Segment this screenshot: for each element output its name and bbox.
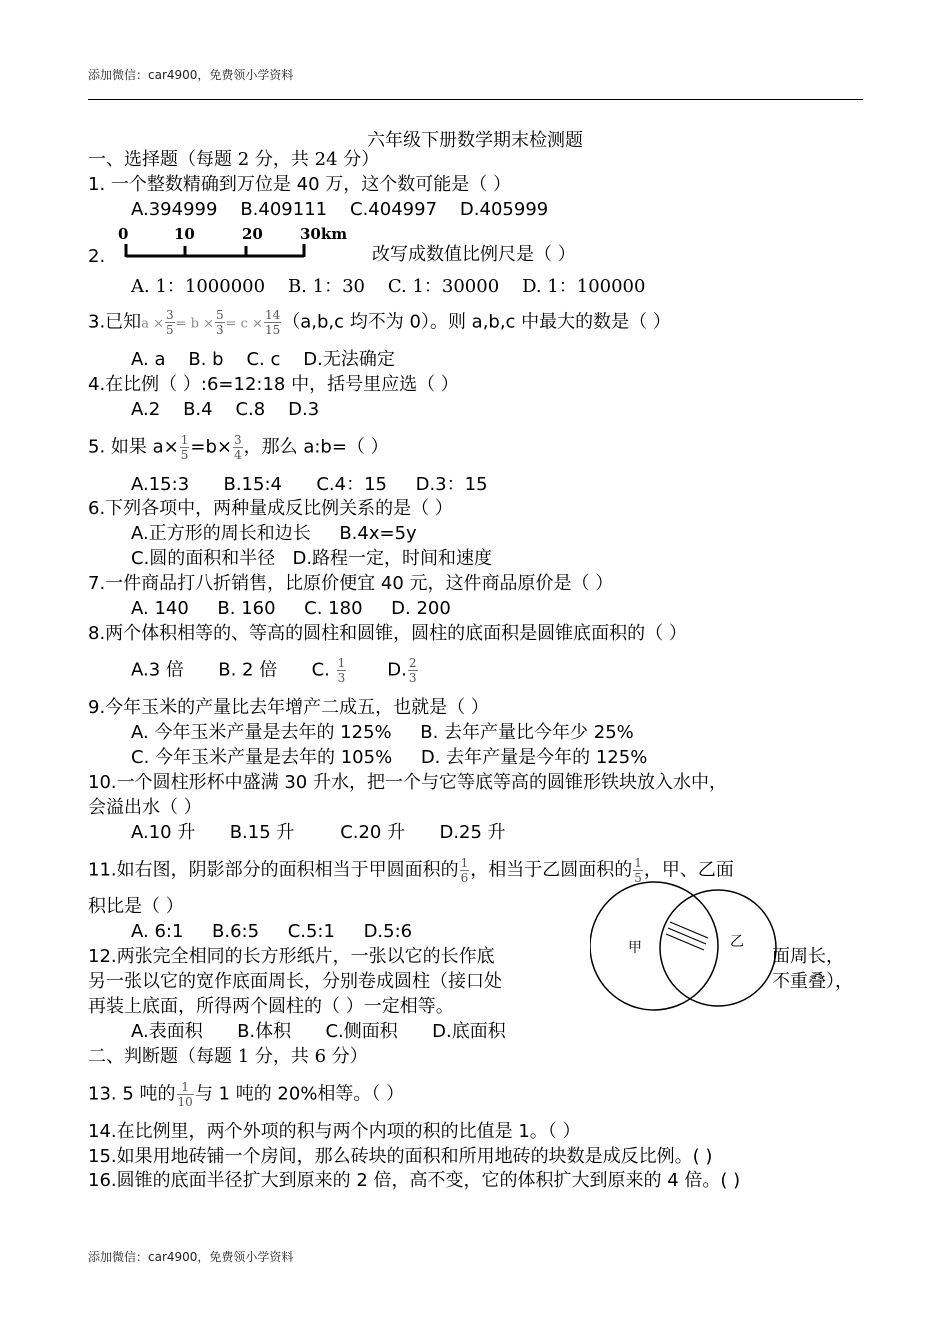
question-1-options (131, 198, 548, 222)
question-5-suffix: ，那么 a:b=（ ） (243, 436, 389, 458)
fraction-numerator: 1 (460, 856, 469, 870)
option-b: B.15:4 (223, 474, 282, 495)
question-2-options (131, 275, 645, 299)
option-d: D. 去年产量是今年的 125% (420, 747, 648, 768)
question-11-options (131, 920, 412, 944)
question-2-text: 改写成数值比例尺是（ ） (372, 244, 576, 265)
fraction-numerator: 1 (634, 856, 642, 870)
question-7: 7.一件商品打八折销售，比原价便宜 40 元，这件商品原价是（ ） (88, 573, 614, 594)
option-a: A.表面积 (131, 1021, 203, 1042)
option-a: A. 140 (131, 598, 189, 619)
option-c: C. 1：30000 (387, 276, 500, 297)
fraction-denominator: 15 (264, 323, 281, 337)
label-jia: 甲 (628, 940, 642, 956)
question-3 (88, 308, 671, 337)
option-a: A. 今年玉米产量是去年的 125% (131, 722, 392, 743)
fraction-denominator: 6 (460, 871, 469, 885)
fraction-numerator: 1 (177, 1080, 194, 1095)
question-1: 1. 一个整数精确到万位是 40 万，这个数可能是（ ） (88, 174, 511, 195)
option-d: D.路程一定，时间和速度 (292, 548, 493, 569)
fraction-denominator: 3 (215, 323, 224, 337)
option-a: A. a (131, 349, 166, 370)
question-11-line2: 积比是（ ） (88, 896, 184, 917)
option-a: A.3 倍 (131, 659, 184, 681)
option-c: C.20 升 (340, 822, 406, 843)
option-c: C.8 (235, 399, 266, 420)
option-b: B. 160 (217, 598, 276, 619)
fraction-numerator: 14 (264, 308, 281, 322)
circle-jia (590, 882, 718, 1010)
option-d: D.25 升 (439, 822, 506, 843)
question-14: 14.在比例里，两个外项的积与两个内项的积的比值是 1。（ ） (88, 1121, 581, 1142)
option-a: A. 1：1000000 (131, 276, 266, 297)
question-8: 8.两个体积相等的、等高的圆柱和圆锥，圆柱的底面积是圆锥底面积的（ ） (88, 623, 687, 644)
question-7-options (131, 597, 451, 621)
question-12-line1a: 12.两张完全相同的长方形纸片，一张以它的长作底 (88, 946, 495, 967)
question-5 (88, 433, 389, 462)
option-d: D.3：15 (415, 474, 488, 495)
question-3-suffix: （a,b,c 均不为 0）。则 a,b,c 中最大的数是（ ） (282, 311, 671, 333)
page-header: 添加微信：car4900，免费领小学资料 (88, 68, 294, 82)
question-5-middle: =b× (190, 436, 232, 458)
fraction-denominator: 3 (408, 671, 417, 685)
option-c: C. c (246, 349, 281, 370)
question-12-line3: 再装上底面，所得两个圆柱的（ ）一定相等。 (88, 996, 454, 1017)
option-d: D.405999 (459, 199, 549, 220)
scale-label-10: 10 (174, 225, 195, 243)
option-c: C.404997 (350, 199, 438, 220)
option-c: C.侧面积 (325, 1021, 398, 1042)
question-10-options (131, 821, 506, 845)
header-divider (88, 99, 863, 100)
question-10-line1: 10.一个圆柱形杯中盛满 30 升水，把一个与它等底等高的圆锥形铁块放入水中， (88, 772, 727, 793)
option-d: D.3 (288, 399, 320, 420)
section-judge-heading: 二、判断题（每题 1 分，共 6 分） (88, 1046, 368, 1067)
option-a: A. 6:1 (131, 921, 184, 942)
fraction-denominator: 10 (177, 1095, 193, 1109)
fraction-numerator: 1 (180, 433, 189, 447)
option-a: A.15:3 (131, 474, 190, 495)
fraction-denominator: 3 (337, 671, 346, 685)
option-b: B.15 升 (229, 822, 295, 843)
math-term: = b × (175, 316, 214, 332)
option-c: C. 180 (304, 598, 363, 619)
option-b: B. 去年产量比今年少 25% (420, 722, 634, 743)
option-a: A.394999 (131, 199, 218, 220)
option-b: B.4x=5y (339, 523, 417, 544)
option-b: B. b (188, 349, 224, 370)
fraction-numerator: 1 (337, 656, 346, 670)
math-term: a × (141, 316, 164, 332)
page-footer: 添加微信：car4900，免费领小学资料 (88, 1250, 294, 1264)
question-12-options (131, 1020, 506, 1044)
math-term: = c × (225, 316, 263, 332)
question-6-options-row2 (131, 547, 492, 571)
page-title: 六年级下册数学期末检测题 (367, 130, 583, 151)
option-c: C.4：15 (316, 474, 387, 495)
fraction-denominator: 5 (180, 448, 189, 462)
option-b: B.6:5 (212, 921, 260, 942)
question-9-options-row2 (131, 746, 647, 770)
option-d: D. (387, 659, 407, 681)
question-13 (88, 1080, 404, 1109)
question-3-options (131, 348, 395, 372)
question-11-middle: ，相当于乙圆面积的 (470, 859, 633, 881)
fraction-numerator: 5 (215, 308, 224, 322)
fraction-denominator: 5 (165, 323, 174, 337)
question-4: 4.在比例（ ）:6=12:18 中，括号里应选（ ） (88, 374, 459, 395)
question-11-prefix: 11.如右图，阴影部分的面积相当于甲圆面积的 (88, 859, 459, 881)
option-d: D.底面积 (432, 1021, 506, 1042)
line-scale-graphic (112, 222, 372, 262)
question-8-options (131, 656, 419, 685)
option-c: C.5:1 (287, 921, 335, 942)
option-d: D. 200 (391, 598, 451, 619)
question-9: 9.今年玉米的产量比去年增产二成五，也就是（ ） (88, 697, 489, 718)
scale-label-20: 20 (242, 225, 263, 243)
fraction-numerator: 3 (233, 433, 242, 447)
option-a: A.2 (131, 399, 161, 420)
question-5-options (131, 473, 488, 497)
option-a: A.正方形的周长和边长 (131, 523, 311, 544)
question-10-line2: 会溢出水（ ） (88, 797, 202, 818)
question-11-suffix: ，甲、乙面 (643, 859, 734, 881)
option-b: B.4 (183, 399, 213, 420)
question-13-prefix: 13. 5 吨的 (88, 1083, 176, 1105)
question-12-line2b: 不重叠）， (772, 971, 853, 992)
question-6-options-row1 (131, 522, 417, 546)
question-2-number: 2. (88, 246, 106, 267)
shaded-region (666, 922, 708, 950)
option-c: C. (311, 659, 330, 681)
venn-diagram (590, 880, 780, 1015)
question-3-prefix: 3.已知 (88, 311, 142, 333)
fraction-numerator: 2 (408, 656, 417, 670)
option-a: A.10 升 (131, 822, 196, 843)
option-b: B. 2 倍 (218, 659, 278, 681)
scale-label-30km: 30km (300, 225, 348, 243)
label-yi: 乙 (730, 934, 744, 950)
fraction-numerator: 3 (165, 308, 174, 322)
question-15: 15.如果用地砖铺一个房间，那么砖块的面积和所用地砖的块数是成反比例。( ) (88, 1146, 713, 1167)
question-6: 6.下列各项中，两种量成反比例关系的是（ ） (88, 498, 453, 519)
question-5-prefix: 5. 如果 a× (88, 436, 179, 458)
option-d: D. 1：100000 (522, 276, 646, 297)
question-13-suffix: 与 1 吨的 20%相等。（ ） (194, 1083, 405, 1105)
section-choice-heading: 一、选择题（每题 2 分，共 24 分） (88, 149, 380, 170)
option-b: B.409111 (240, 199, 328, 220)
option-c: C.圆的面积和半径 (131, 548, 276, 569)
option-d: D.无法确定 (303, 349, 395, 370)
fraction-denominator: 5 (634, 871, 642, 885)
question-16: 16.圆锥的底面半径扩大到原来的 2 倍，高不变，它的体积扩大到原来的 4 倍。( ) (88, 1170, 741, 1191)
option-d: D.5:6 (363, 921, 413, 942)
scale-label-0: 0 (118, 225, 129, 243)
fraction-denominator: 4 (233, 448, 242, 462)
option-b: B.体积 (237, 1021, 292, 1042)
question-9-options-row1 (131, 721, 634, 745)
option-c: C. 今年玉米产量是去年的 105% (131, 747, 393, 768)
question-4-options (131, 398, 319, 422)
question-12-line2a: 另一张以它的宽作底面周长，分别卷成圆柱（接口处 (88, 971, 502, 992)
option-b: B. 1：30 (287, 276, 365, 297)
question-12-line1b: 面周长， (772, 946, 844, 967)
